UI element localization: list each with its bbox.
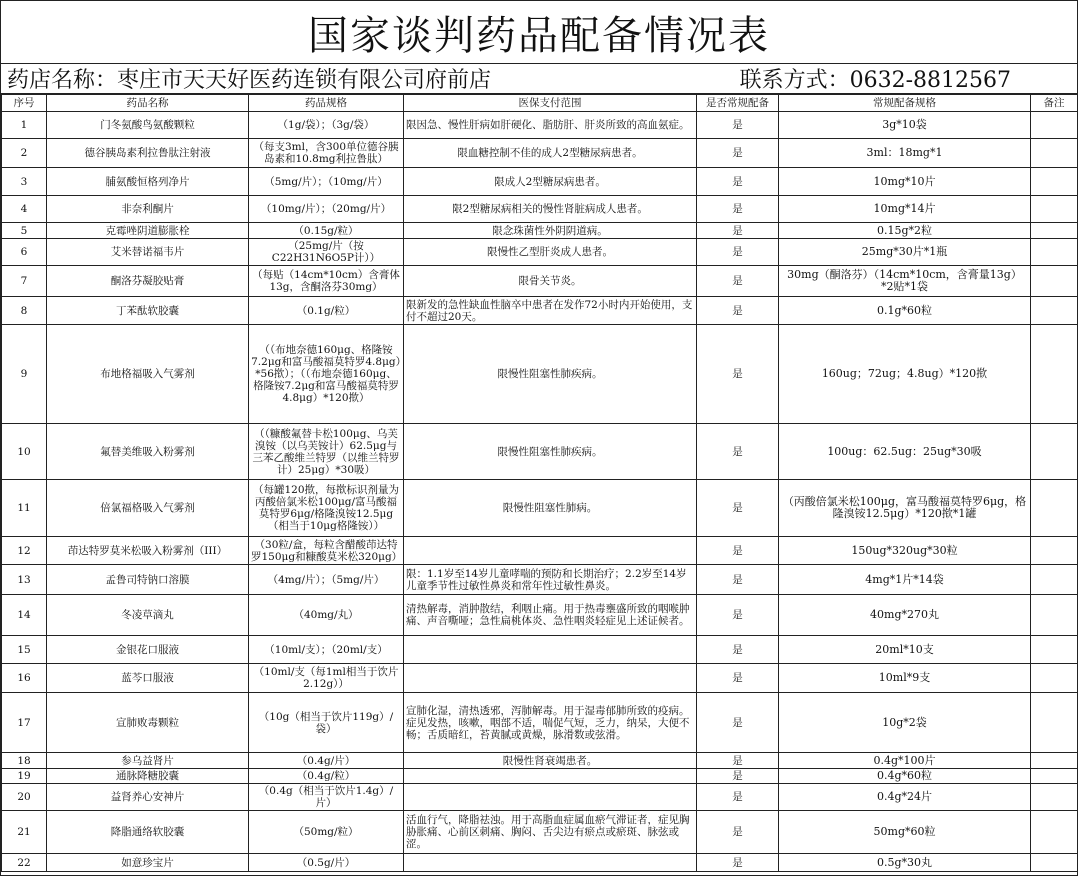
regular-stock-cell: 是 <box>697 223 779 239</box>
drug-name-cell: 德谷胰岛素利拉鲁肽注射液 <box>47 139 249 168</box>
coverage-scope-cell <box>404 784 697 811</box>
drug-name-cell: 金银花口服液 <box>47 636 249 664</box>
row-number-cell: 2 <box>2 139 47 168</box>
regular-stock-cell: 是 <box>697 753 779 769</box>
drug-name-cell: 降脂通络软胶囊 <box>47 811 249 854</box>
table-row <box>2 664 1078 693</box>
drug-name-cell: 克霉唑阴道膨胀栓 <box>47 223 249 239</box>
coverage-scope-cell <box>404 664 697 693</box>
row-number-cell: 10 <box>2 424 47 480</box>
drug-spec-cell: （1g/袋）；（3g/袋） <box>249 112 404 139</box>
drug-name-cell: 茚达特罗莫米松吸入粉雾剂（III） <box>47 537 249 565</box>
row-number-cell: 15 <box>2 636 47 664</box>
row-number-cell: 5 <box>2 223 47 239</box>
drug-spec-cell: （0.1g/粒） <box>249 297 404 325</box>
regular-stock-cell: 是 <box>697 325 779 424</box>
regular-stock-cell: 是 <box>697 239 779 266</box>
drug-spec-cell: （0.4g/粒） <box>249 769 404 784</box>
store-label: 药店名称： <box>7 68 118 93</box>
coverage-scope-cell: 限慢性阻塞性肺疾病。 <box>404 424 697 480</box>
drug-spec-cell: （（布地奈德160μg、格隆铵7.2μg和富马酸福莫特罗4.8μg）*56揿）；（（布地奈德160μg、格隆铵7.2μg和富马酸福莫特罗4.8μg）*120揿） <box>249 325 404 424</box>
stock-spec-cell: 0.5g*30丸 <box>779 854 1031 872</box>
regular-stock-cell: 是 <box>697 297 779 325</box>
row-number-cell: 19 <box>2 769 47 784</box>
drug-name-cell: 酮洛芬凝胶贴膏 <box>47 266 249 297</box>
coverage-scope-cell: 限慢性乙型肝炎成人患者。 <box>404 239 697 266</box>
regular-stock-cell: 是 <box>697 565 779 595</box>
coverage-scope-cell: 限因急、慢性肝病如肝硬化、脂肪肝、肝炎所致的高血氨症。 <box>404 112 697 139</box>
note-cell <box>1031 424 1078 480</box>
row-number-cell: 9 <box>2 325 47 424</box>
drug-spec-cell: （10g（相当于饮片119g）/袋） <box>249 693 404 753</box>
drug-name-cell: 丁苯酞软胶囊 <box>47 297 249 325</box>
drug-spec-cell: （50mg/粒） <box>249 811 404 854</box>
drug-spec-cell: （0.4g（相当于饮片1.4g）/片） <box>249 784 404 811</box>
drug-name-cell: 参乌益肾片 <box>47 753 249 769</box>
note-cell <box>1031 196 1078 223</box>
drug-name-cell: 通脉降糖胶囊 <box>47 769 249 784</box>
note-cell <box>1031 239 1078 266</box>
stock-spec-cell: 150ug*320ug*30粒 <box>779 537 1031 565</box>
row-number-cell: 18 <box>2 753 47 769</box>
drug-name-cell: 蓝芩口服液 <box>47 664 249 693</box>
store-info-bar <box>1 64 1077 94</box>
drug-spec-cell: （0.4g/片） <box>249 753 404 769</box>
note-cell <box>1031 664 1078 693</box>
coverage-scope-cell: 限2型糖尿病相关的慢性肾脏病成人患者。 <box>404 196 697 223</box>
coverage-scope-cell: 活血行气，降脂祛浊。用于高脂血症属血瘀气滞证者，症见胸胁胀痛、心前区刺痛、胸闷、舌尖边有瘀点或瘀斑、脉弦或涩。 <box>404 811 697 854</box>
regular-stock-cell: 是 <box>697 424 779 480</box>
note-cell <box>1031 223 1078 239</box>
stock-spec-cell: 20ml*10支 <box>779 636 1031 664</box>
contact-info <box>740 63 1071 94</box>
table-row <box>2 854 1078 872</box>
coverage-scope-cell: 限慢性阻塞性肺病。 <box>404 480 697 537</box>
header-cell: 药品名称 <box>47 95 249 112</box>
coverage-scope-cell <box>404 854 697 872</box>
stock-spec-cell: 3g*10袋 <box>779 112 1031 139</box>
header-cell: 药品规格 <box>249 95 404 112</box>
coverage-scope-cell: 限新发的急性缺血性脑卒中患者在发作72小时内开始使用，支付不超过20天。 <box>404 297 697 325</box>
row-number-cell: 12 <box>2 537 47 565</box>
note-cell <box>1031 480 1078 537</box>
coverage-scope-cell: 限慢性肾衰竭患者。 <box>404 753 697 769</box>
table-row <box>2 168 1078 196</box>
row-number-cell: 16 <box>2 664 47 693</box>
drug-name-cell: 门冬氨酸鸟氨酸颗粒 <box>47 112 249 139</box>
note-cell <box>1031 595 1078 636</box>
stock-spec-cell: 3ml：18mg*1 <box>779 139 1031 168</box>
coverage-scope-cell: 限念珠菌性外阴阴道病。 <box>404 223 697 239</box>
stock-spec-cell: 10mg*14片 <box>779 196 1031 223</box>
regular-stock-cell: 是 <box>697 854 779 872</box>
drug-spec-cell: （5mg/片）；（10mg/片） <box>249 168 404 196</box>
table-row <box>2 297 1078 325</box>
drug-name-cell: 倍氯福格吸入气雾剂 <box>47 480 249 537</box>
table-row <box>2 112 1078 139</box>
table-row <box>2 480 1078 537</box>
table-row <box>2 811 1078 854</box>
regular-stock-cell: 是 <box>697 595 779 636</box>
drug-name-cell: 布地格福吸入气雾剂 <box>47 325 249 424</box>
regular-stock-cell: 是 <box>697 480 779 537</box>
coverage-scope-cell <box>404 769 697 784</box>
drug-spec-cell: （25mg/片（按C22H31N6O5P计）） <box>249 239 404 266</box>
stock-spec-cell: 50mg*60粒 <box>779 811 1031 854</box>
header-cell: 是否常规配备 <box>697 95 779 112</box>
header-cell: 医保支付范围 <box>404 95 697 112</box>
drug-spec-cell: （（糠酸氟替卡松100μg、乌芙溴铵（以乌芙铵计）62.5μg与三苯乙酸维兰特罗（以维兰特罗计）25μg）*30吸） <box>249 424 404 480</box>
regular-stock-cell: 是 <box>697 664 779 693</box>
stock-spec-cell: 30mg（酮洛芬）（14cm*10cm，含膏量13g）*2贴*1袋 <box>779 266 1031 297</box>
note-cell <box>1031 811 1078 854</box>
table-row <box>2 139 1078 168</box>
regular-stock-cell: 是 <box>697 769 779 784</box>
drug-table <box>1 94 1078 872</box>
drug-spec-cell: （每支3ml，含300单位德谷胰岛素和10.8mg利拉鲁肽） <box>249 139 404 168</box>
row-number-cell: 1 <box>2 112 47 139</box>
table-row <box>2 595 1078 636</box>
table-row <box>2 769 1078 784</box>
row-number-cell: 14 <box>2 595 47 636</box>
drug-spec-cell: （每贴（14cm*10cm）含膏体13g，含酮洛芬30mg） <box>249 266 404 297</box>
table-row <box>2 565 1078 595</box>
row-number-cell: 20 <box>2 784 47 811</box>
coverage-scope-cell: 限慢性阻塞性肺疾病。 <box>404 325 697 424</box>
row-number-cell: 4 <box>2 196 47 223</box>
row-number-cell: 7 <box>2 266 47 297</box>
drug-name-cell: 孟鲁司特钠口溶膜 <box>47 565 249 595</box>
table-row <box>2 693 1078 753</box>
coverage-scope-cell: 限成人2型糖尿病患者。 <box>404 168 697 196</box>
coverage-scope-cell: 限骨关节炎。 <box>404 266 697 297</box>
stock-spec-cell: 100ug：62.5ug：25ug*30吸 <box>779 424 1031 480</box>
row-number-cell: 21 <box>2 811 47 854</box>
drug-spec-cell: （30粒/盒，每粒含醋酸茚达特罗150μg和糠酸莫米松320μg） <box>249 537 404 565</box>
note-cell <box>1031 266 1078 297</box>
stock-spec-cell: 10ml*9支 <box>779 664 1031 693</box>
stock-spec-cell: 0.4g*24片 <box>779 784 1031 811</box>
note-cell <box>1031 139 1078 168</box>
stock-spec-cell: 4mg*1片*14袋 <box>779 565 1031 595</box>
note-cell <box>1031 693 1078 753</box>
stock-spec-cell: 160ug；72ug；4.8ug）*120揿 <box>779 325 1031 424</box>
drug-name-cell: 脯氨酸恒格列净片 <box>47 168 249 196</box>
regular-stock-cell: 是 <box>697 168 779 196</box>
table-row <box>2 424 1078 480</box>
regular-stock-cell: 是 <box>697 636 779 664</box>
stock-spec-cell: 25mg*30片*1瓶 <box>779 239 1031 266</box>
regular-stock-cell: 是 <box>697 784 779 811</box>
row-number-cell: 17 <box>2 693 47 753</box>
row-number-cell: 8 <box>2 297 47 325</box>
note-cell <box>1031 636 1078 664</box>
coverage-scope-cell: 限血糖控制不佳的成人2型糖尿病患者。 <box>404 139 697 168</box>
table-row <box>2 266 1078 297</box>
store-name: 枣庄市天天好医药连锁有限公司府前店 <box>117 68 492 93</box>
header-cell: 常规配备规格 <box>779 95 1031 112</box>
table-header-row <box>2 95 1078 112</box>
table-row <box>2 636 1078 664</box>
table-row <box>2 196 1078 223</box>
contact-label: 联系方式： <box>739 68 850 93</box>
stock-spec-cell: 10g*2袋 <box>779 693 1031 753</box>
row-number-cell: 11 <box>2 480 47 537</box>
table-row <box>2 325 1078 424</box>
drug-spec-cell: （10ml/支）；（20ml/支） <box>249 636 404 664</box>
drug-spec-cell: （每罐120揿，每揿标识剂量为丙酸倍氯米松100μg/富马酸福莫特罗6μg/格隆溴铵12.5μg（相当于10μg格隆铵）） <box>249 480 404 537</box>
drug-name-cell: 非奈利酮片 <box>47 196 249 223</box>
drug-spec-cell: （10mg/片）；（20mg/片） <box>249 196 404 223</box>
contact-phone: 0632-8812567 <box>849 68 1011 93</box>
row-number-cell: 13 <box>2 565 47 595</box>
regular-stock-cell: 是 <box>697 811 779 854</box>
coverage-scope-cell: 限：1.1岁至14岁儿童哮喘的预防和长期治疗；2.2岁至14岁儿童季节性过敏性鼻炎和常年性过敏性鼻炎。 <box>404 565 697 595</box>
drug-name-cell: 如意珍宝片 <box>47 854 249 872</box>
stock-spec-cell: 10mg*10片 <box>779 168 1031 196</box>
regular-stock-cell: 是 <box>697 537 779 565</box>
stock-spec-cell: 40mg*270丸 <box>779 595 1031 636</box>
regular-stock-cell: 是 <box>697 139 779 168</box>
header-cell: 备注 <box>1031 95 1078 112</box>
note-cell <box>1031 297 1078 325</box>
stock-spec-cell: （丙酸倍氯米松100μg，富马酸福莫特罗6μg，格隆溴铵12.5μg）*120揿*1罐 <box>779 480 1031 537</box>
drug-spec-cell: （0.5g/片） <box>249 854 404 872</box>
row-number-cell: 6 <box>2 239 47 266</box>
coverage-scope-cell: 宣肺化湿，清热透邪，泻肺解毒。用于湿毒郁肺所致的疫病。症见发热，咳嗽，咽部不适，喘促气短，乏力，纳呆，大便不畅；舌质暗红，苔黄腻或黄燥，脉滑数或弦滑。 <box>404 693 697 753</box>
table-row <box>2 223 1078 239</box>
coverage-scope-cell: 清热解毒，消肿散结，利咽止痛。用于热毒壅盛所致的咽喉肿痛、声音嘶哑；急性扁桃体炎、急性咽炎轻症见上述证候者。 <box>404 595 697 636</box>
table-row <box>2 784 1078 811</box>
regular-stock-cell: 是 <box>697 196 779 223</box>
stock-spec-cell: 0.4g*100片 <box>779 753 1031 769</box>
store-info <box>7 63 491 94</box>
coverage-scope-cell <box>404 537 697 565</box>
note-cell <box>1031 854 1078 872</box>
drug-name-cell: 益肾养心安神片 <box>47 784 249 811</box>
stock-spec-cell: 0.4g*60粒 <box>779 769 1031 784</box>
coverage-scope-cell <box>404 636 697 664</box>
note-cell <box>1031 565 1078 595</box>
table-row <box>2 537 1078 565</box>
table-row <box>2 753 1078 769</box>
note-cell <box>1031 168 1078 196</box>
row-number-cell: 3 <box>2 168 47 196</box>
drug-name-cell: 氟替美维吸入粉雾剂 <box>47 424 249 480</box>
note-cell <box>1031 325 1078 424</box>
note-cell <box>1031 753 1078 769</box>
regular-stock-cell: 是 <box>697 693 779 753</box>
header-cell: 序号 <box>2 95 47 112</box>
stock-spec-cell: 0.1g*60粒 <box>779 297 1031 325</box>
drug-name-cell: 宣肺败毒颗粒 <box>47 693 249 753</box>
drug-spec-cell: （0.15g/粒） <box>249 223 404 239</box>
note-cell <box>1031 769 1078 784</box>
stock-spec-cell: 0.15g*2粒 <box>779 223 1031 239</box>
table-row <box>2 239 1078 266</box>
row-number-cell: 22 <box>2 854 47 872</box>
note-cell <box>1031 537 1078 565</box>
note-cell <box>1031 112 1078 139</box>
drug-spec-cell: （10ml/支（每1ml相当于饮片2.12g）） <box>249 664 404 693</box>
drug-name-cell: 冬凌草滴丸 <box>47 595 249 636</box>
document-title: 国家谈判药品配备情况表 <box>1 1 1077 64</box>
drug-name-cell: 艾米替诺福韦片 <box>47 239 249 266</box>
drug-spec-cell: （4mg/片）；（5mg/片） <box>249 565 404 595</box>
regular-stock-cell: 是 <box>697 266 779 297</box>
regular-stock-cell: 是 <box>697 112 779 139</box>
drug-spec-cell: （40mg/丸） <box>249 595 404 636</box>
note-cell <box>1031 784 1078 811</box>
